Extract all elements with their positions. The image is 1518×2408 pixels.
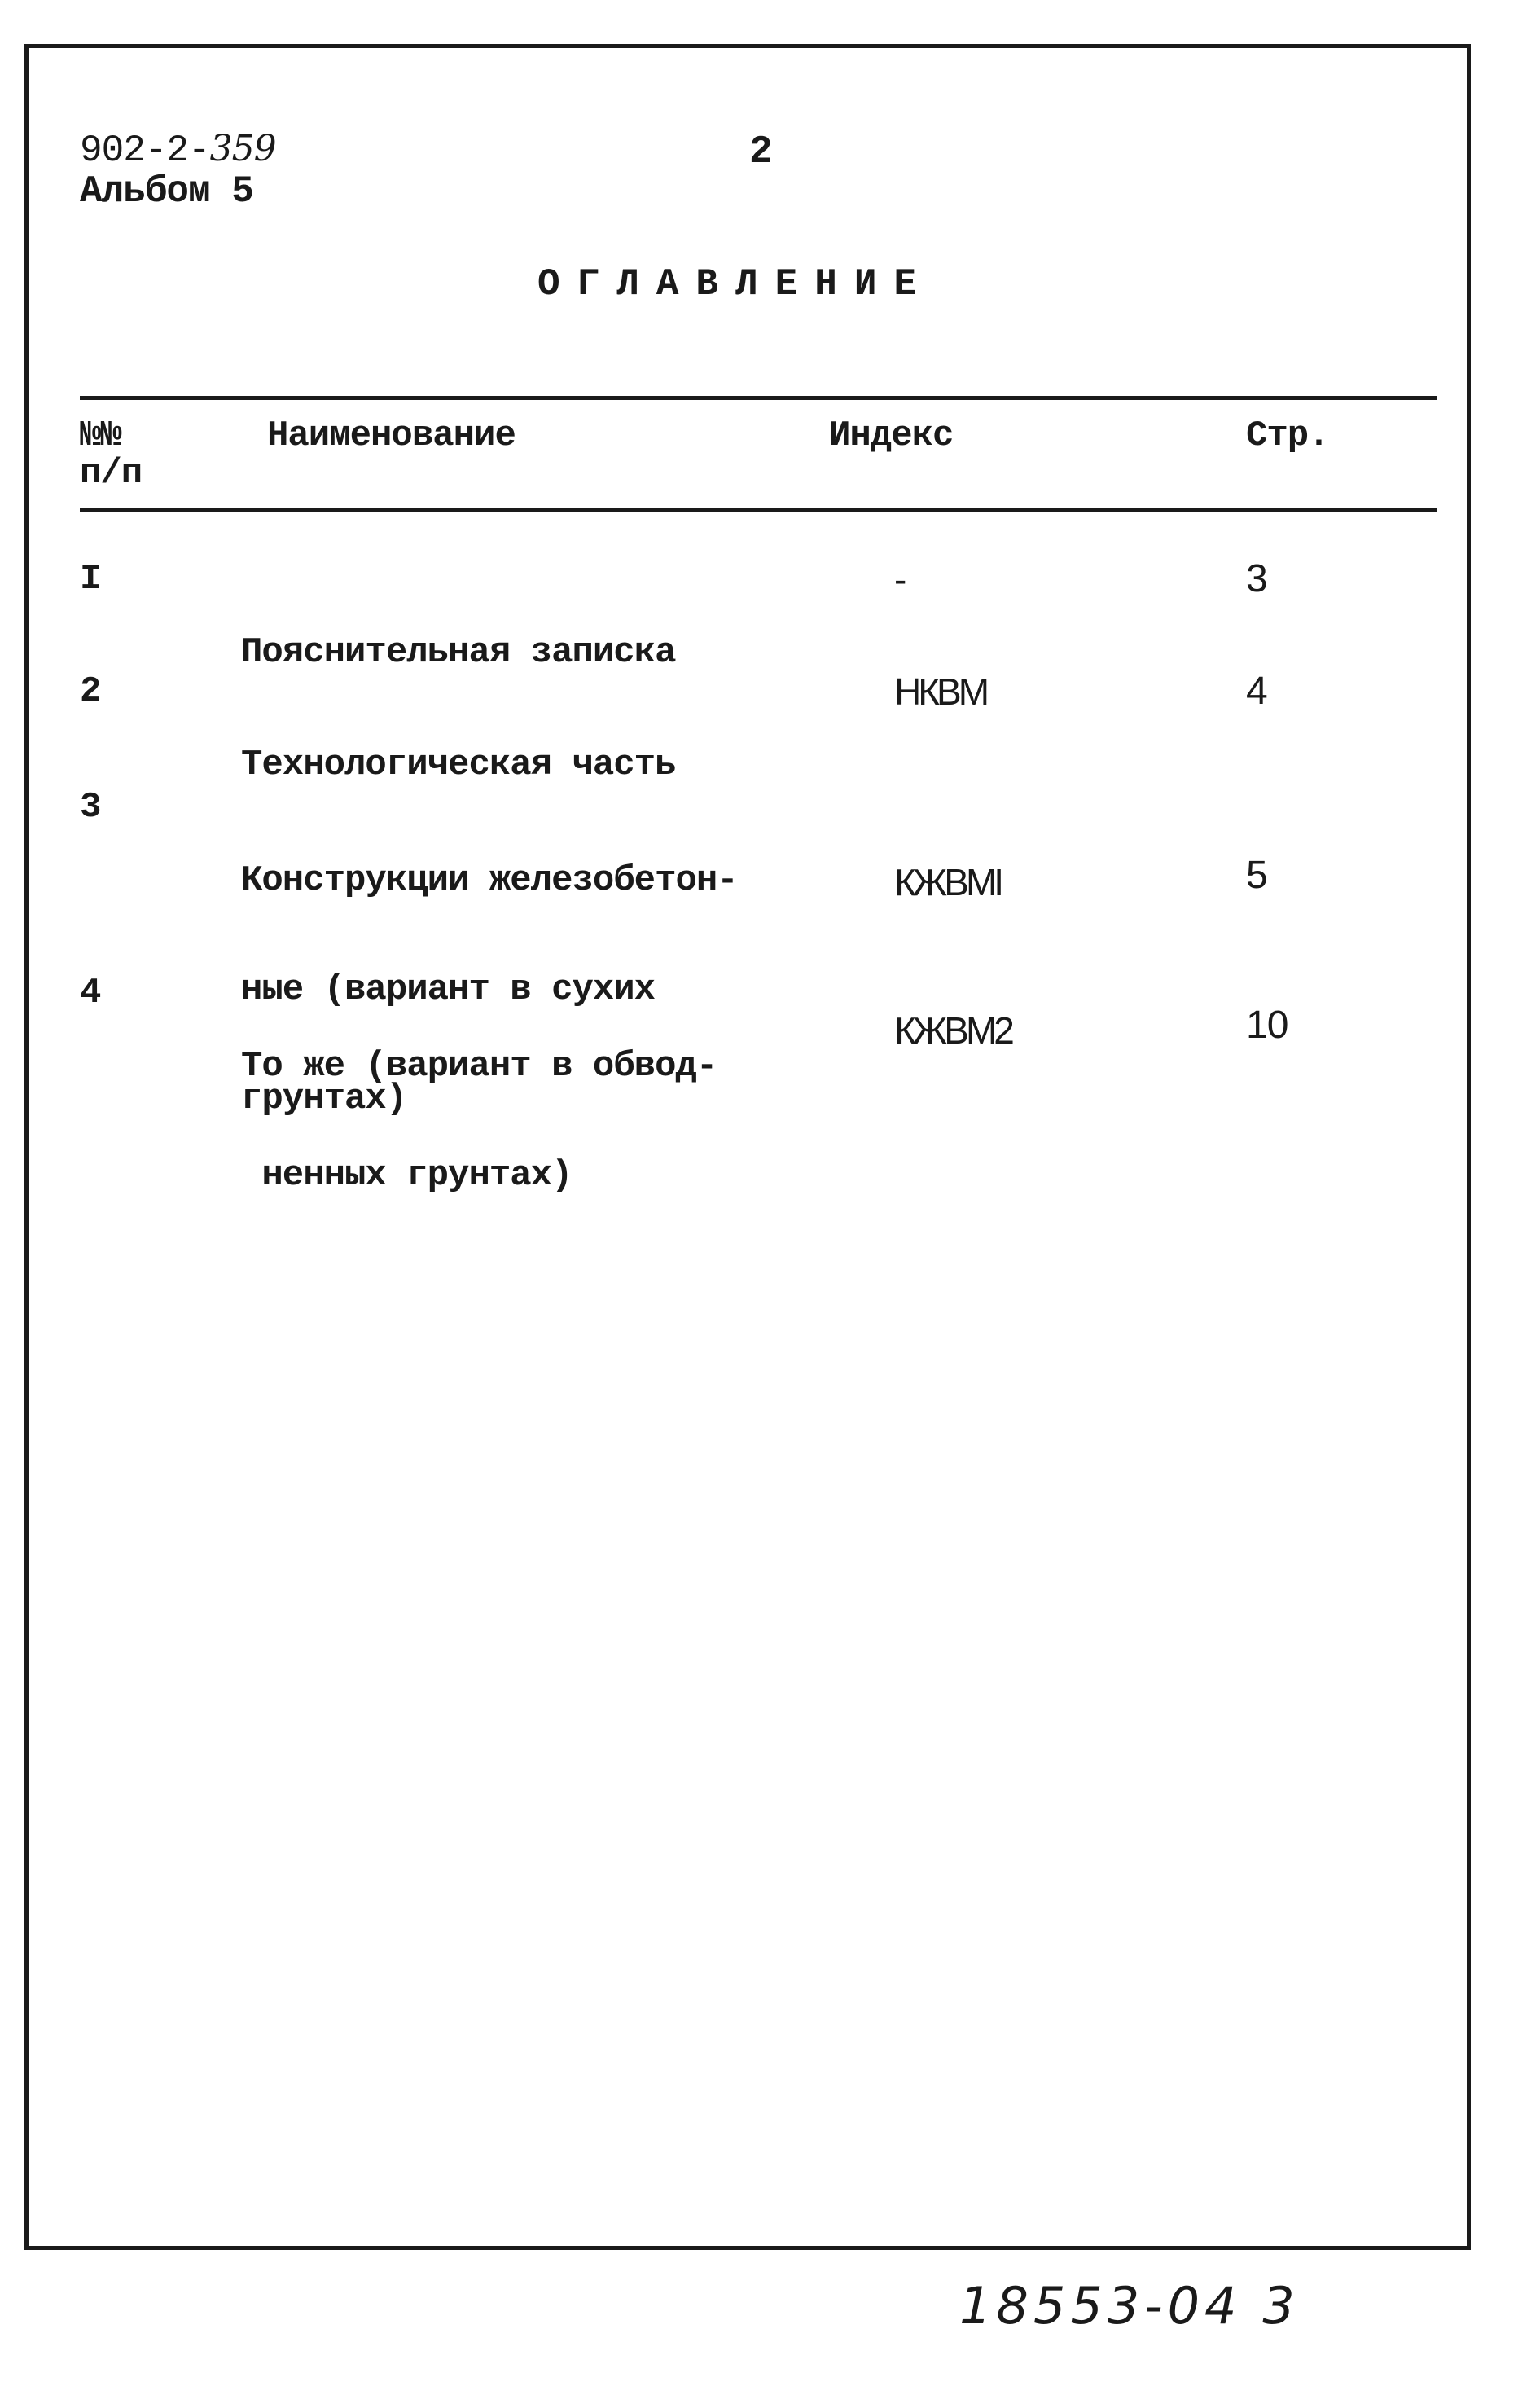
row-name-line: Пояснительная записка (241, 632, 676, 673)
column-header-number-line1: №№ (80, 415, 121, 456)
document-code (80, 129, 276, 171)
row-index: КЖВМ2 (894, 1009, 1011, 1052)
album-label: Альбом 5 (80, 170, 253, 213)
page-number: 2 (749, 130, 773, 174)
column-header-name: Наименование (267, 415, 516, 456)
row-number: 3 (80, 787, 101, 828)
document-code-prefix: 902-2- (80, 130, 210, 172)
table-header-rule (80, 508, 1437, 512)
row-index: - (894, 558, 904, 600)
row-number: 4 (80, 973, 101, 1013)
archive-stamp: 18553-04 3 (959, 2276, 1300, 2335)
row-index: КЖВМI (894, 861, 1002, 903)
row-name-line: Технологическая часть (241, 745, 676, 785)
row-page: 10 (1246, 1004, 1288, 1047)
column-header-number (80, 417, 178, 492)
row-number: 2 (80, 671, 101, 712)
row-page: 5 (1246, 854, 1267, 897)
row-name-line: грунтах) (241, 1079, 407, 1119)
row-index: НКВМ (894, 670, 987, 713)
row-name-line: Конструкции железобетон- (241, 860, 738, 901)
column-header-number-line2: п/п (80, 453, 143, 494)
row-name (241, 974, 717, 1268)
row-name-line: То же (вариант в обвод- (241, 1046, 717, 1087)
row-number: I (80, 559, 101, 600)
row-page: 3 (1246, 557, 1267, 600)
page-title: ОГЛАВЛЕНИЕ (537, 263, 934, 305)
row-name-line: ные (вариант в сухих (241, 969, 656, 1010)
column-header-index: Индекс (829, 415, 954, 456)
row-name-line: ненных грунтах) (241, 1155, 573, 1196)
column-header-page: Стр. (1246, 415, 1329, 456)
row-page: 4 (1246, 670, 1267, 713)
table-top-rule (80, 396, 1437, 400)
document-code-handwritten: 359 (209, 128, 276, 169)
